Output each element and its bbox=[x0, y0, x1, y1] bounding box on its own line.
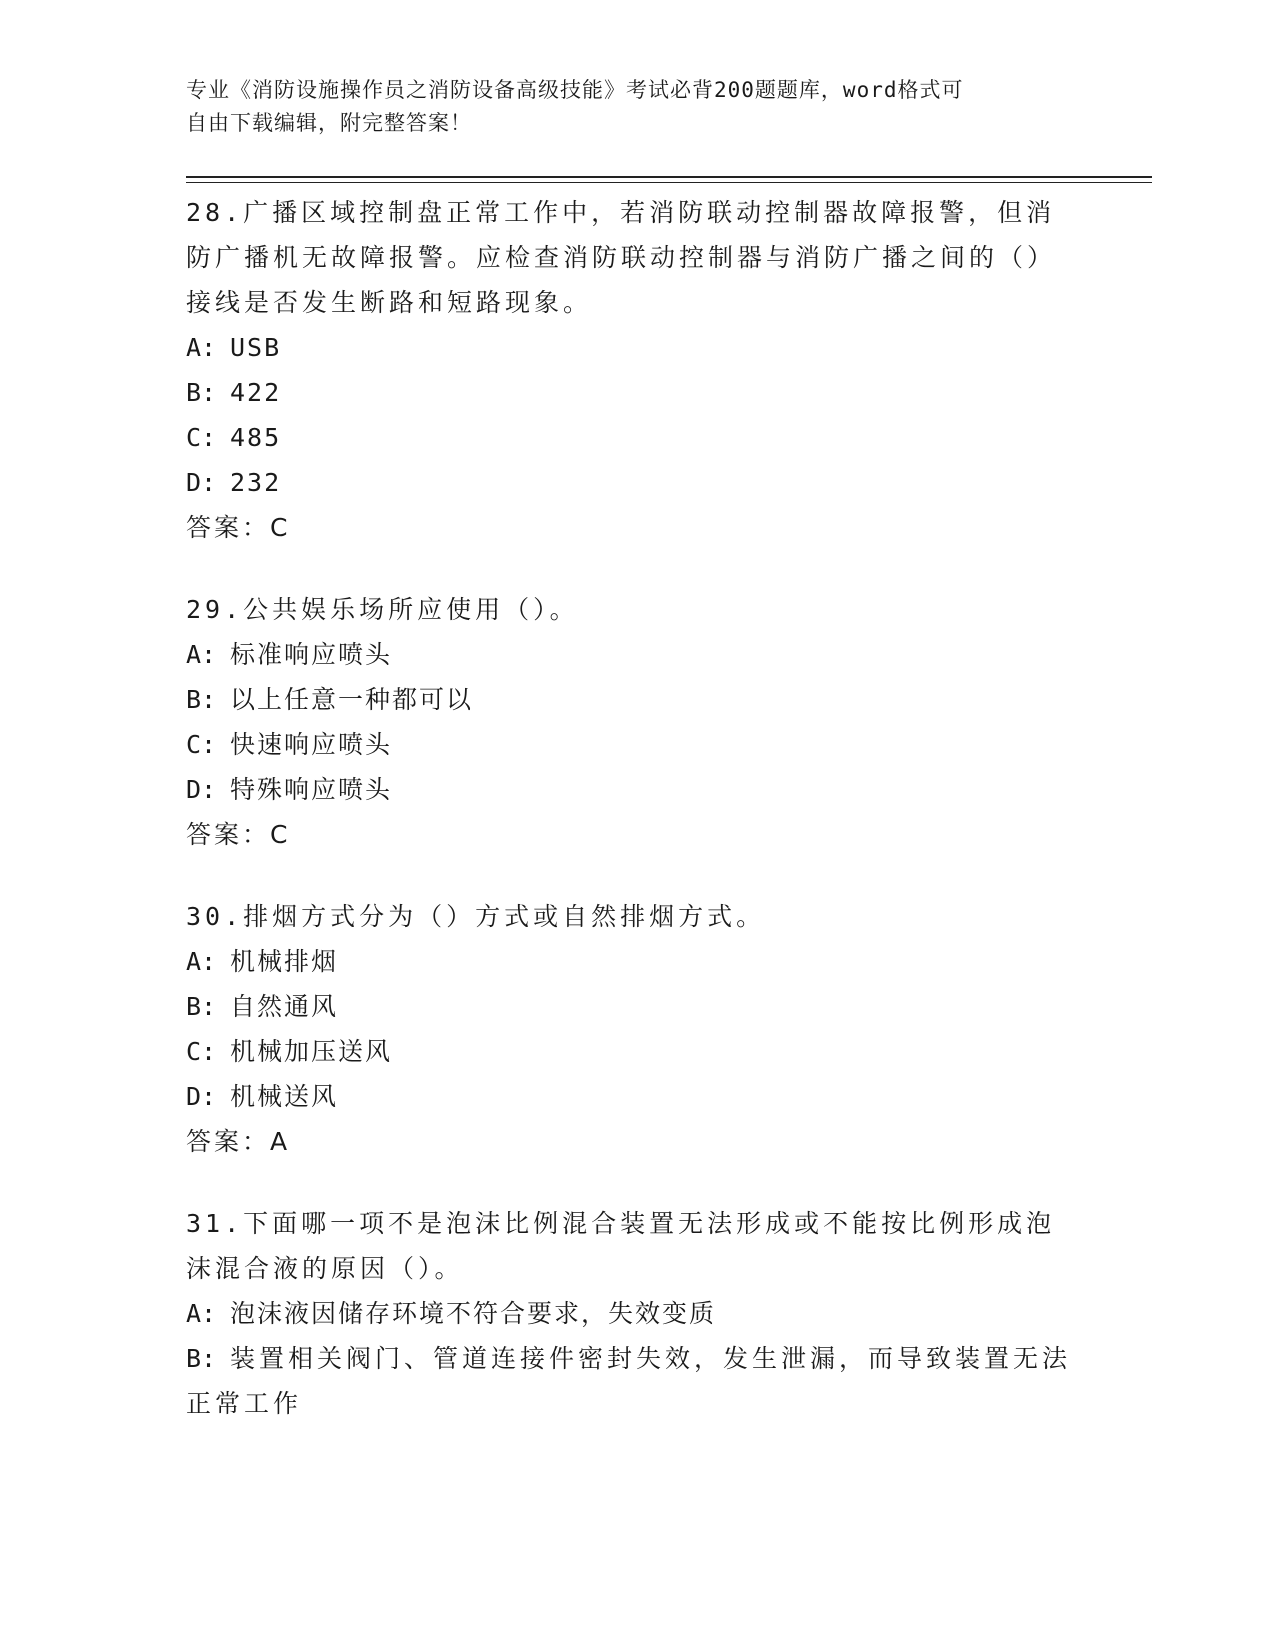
answer-line bbox=[186, 1119, 1076, 1165]
option-text: 机械加压送风 bbox=[230, 1037, 393, 1066]
question-30 bbox=[186, 894, 1076, 1165]
option-text: 以上任意一种都可以 bbox=[230, 685, 474, 714]
option-c bbox=[186, 1029, 1076, 1074]
answer-line bbox=[186, 812, 1076, 858]
question-stem: 31.下面哪一项不是泡沫比例混合装置无法形成或不能按比例形成泡沫混合液的原因（）。 bbox=[186, 1209, 1056, 1283]
option-c bbox=[186, 722, 1076, 767]
option-text: 泡沫液因储存环境不符合要求，失效变质 bbox=[230, 1299, 717, 1328]
option-letter: B: bbox=[186, 378, 217, 407]
header-divider-thick bbox=[186, 176, 1152, 178]
option-text: 422 bbox=[230, 378, 282, 407]
option-d bbox=[186, 767, 1076, 812]
option-letter: A: bbox=[186, 333, 217, 362]
option-text: 特殊响应喷头 bbox=[230, 775, 393, 804]
option-text: 232 bbox=[230, 468, 282, 497]
document-header bbox=[186, 74, 1086, 140]
option-d bbox=[186, 1074, 1076, 1119]
option-letter: D: bbox=[186, 1082, 217, 1111]
option-text: 485 bbox=[230, 423, 282, 452]
header-divider-thin bbox=[186, 182, 1152, 183]
option-b bbox=[186, 370, 1076, 415]
option-text: 机械排烟 bbox=[230, 947, 339, 976]
answer-label: 答案： bbox=[186, 820, 271, 849]
option-letter: A: bbox=[186, 947, 217, 976]
question-stem: 29.公共娱乐场所应使用（）。 bbox=[186, 595, 579, 624]
option-text: 快速响应喷头 bbox=[230, 730, 393, 759]
option-letter: D: bbox=[186, 775, 217, 804]
option-letter: D: bbox=[186, 468, 217, 497]
option-letter: A: bbox=[186, 640, 217, 669]
option-letter: C: bbox=[186, 730, 217, 759]
option-text: 机械送风 bbox=[230, 1082, 339, 1111]
option-b bbox=[186, 1336, 1076, 1426]
option-text: USB bbox=[230, 333, 282, 362]
option-letter: B: bbox=[186, 1344, 217, 1373]
answer-value: C bbox=[270, 513, 290, 542]
question-stem: 30.排烟方式分为（）方式或自然排烟方式。 bbox=[186, 902, 766, 931]
option-a bbox=[186, 1291, 1076, 1336]
answer-line bbox=[186, 505, 1076, 551]
option-a bbox=[186, 325, 1076, 370]
option-d bbox=[186, 460, 1076, 505]
question-stem: 28.广播区域控制盘正常工作中，若消防联动控制器故障报警，但消防广播机无故障报警。应检查消防联动控制器与消防广播之间的（）接线是否发生断路和短路现象。 bbox=[186, 198, 1057, 317]
option-letter: A: bbox=[186, 1299, 217, 1328]
option-c bbox=[186, 415, 1076, 460]
question-29 bbox=[186, 587, 1076, 858]
answer-value: A bbox=[270, 1127, 290, 1156]
option-a bbox=[186, 632, 1076, 677]
option-b bbox=[186, 677, 1076, 722]
question-28 bbox=[186, 190, 1076, 551]
answer-label: 答案： bbox=[186, 513, 271, 542]
option-letter: C: bbox=[186, 1037, 217, 1066]
option-letter: B: bbox=[186, 685, 217, 714]
option-b bbox=[186, 984, 1076, 1029]
header-line-2: 自由下载编辑，附完整答案！ bbox=[186, 111, 472, 135]
option-letter: B: bbox=[186, 992, 217, 1021]
option-text: 装置相关阀门、管道连接件密封失效，发生泄漏，而导致装置无法正常工作 bbox=[186, 1344, 1072, 1418]
option-text: 自然通风 bbox=[230, 992, 339, 1021]
option-letter: C: bbox=[186, 423, 217, 452]
option-text: 标准响应喷头 bbox=[230, 640, 393, 669]
question-list bbox=[186, 190, 1076, 1462]
header-line-1: 专业《消防设施操作员之消防设备高级技能》考试必背200题题库，word格式可 bbox=[186, 78, 964, 102]
answer-label: 答案： bbox=[186, 1127, 271, 1156]
answer-value: C bbox=[270, 820, 290, 849]
option-a bbox=[186, 939, 1076, 984]
question-31 bbox=[186, 1201, 1076, 1426]
